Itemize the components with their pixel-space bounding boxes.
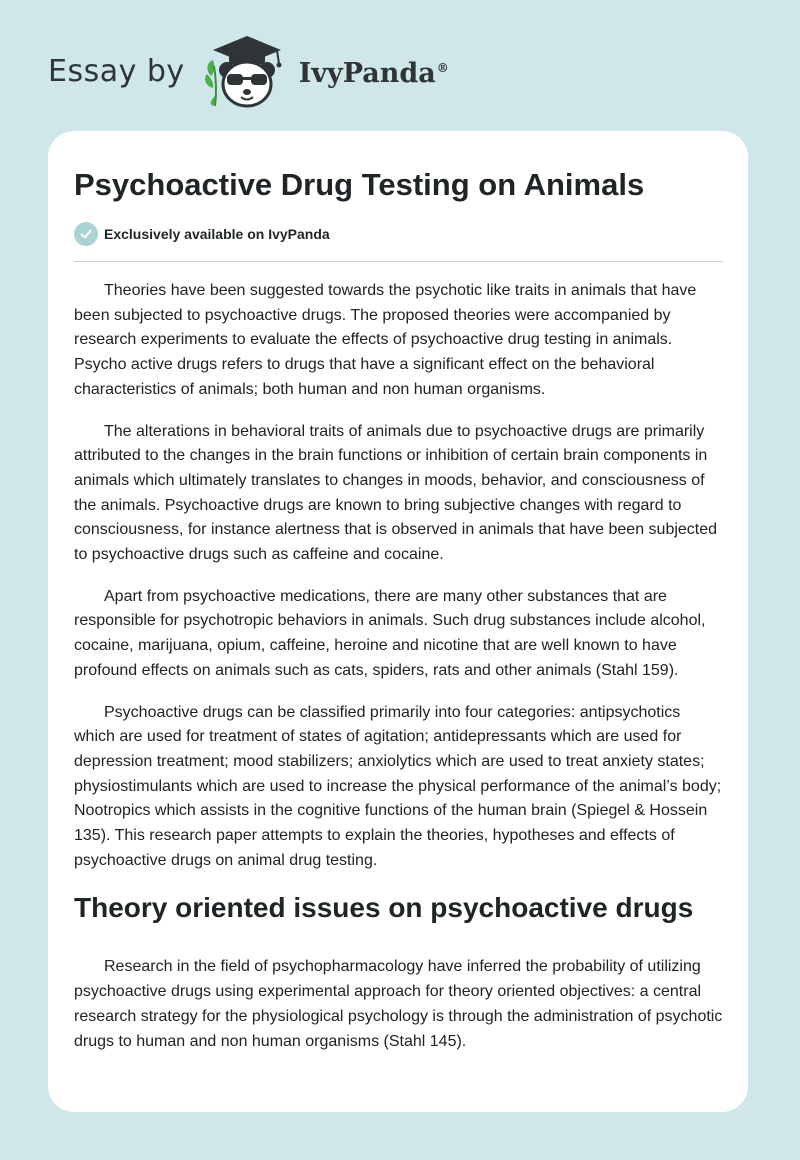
body-paragraph: Research in the field of psychopharmacology have inferred the probability of utilizing psychoactive drugs using experimental approach for theory oriented objectives: a central research strategy for the physiological psychology is through the administration of psychotic drugs to human and non human organisms (Stahl 145). bbox=[74, 958, 723, 1050]
body-paragraph: Apart from psychoactive medications, there are many other substances that are responsible for psychotropic behaviors in animals. Such drug substances include alcohol, cocaine, marijuana, opium, caffeine, heroine and nicotine that are well known to have profound effects on animals such as cats, spiders, rats and other animals (Stahl 159). bbox=[74, 587, 706, 679]
body-paragraph: Psychoactive drugs can be classified primarily into four categories: antipsychotics which are used for treatment of states of agitation; antidepressants which are used for depression treatment; mood stabilizers; anxiolytics which are used to treat anxiety states; physiostimulants which are used to increase the physical performance of the animal’s body; Nootropics which assists in the cognitive functions of the human brain (Spiegel & Hossein 135). This research paper attempts to explain the theories, hypotheses and effects of psychoactive drugs on animal drug testing. bbox=[74, 703, 722, 869]
exclusive-badge-text: Exclusively available on IvyPanda bbox=[104, 226, 330, 242]
title-divider bbox=[74, 261, 723, 262]
registered-mark: ® bbox=[436, 60, 449, 75]
ivypanda-logo-link[interactable] bbox=[201, 30, 449, 112]
exclusive-badge bbox=[74, 222, 330, 246]
brand-name: IvyPanda® bbox=[298, 57, 449, 89]
ivypanda-logo-icon bbox=[201, 30, 293, 112]
body-paragraph: The alterations in behavioral traits of animals due to psychoactive drugs are primarily attributed to the changes in the brain functions or inhibition of certain brain components in animals which ultimately translates to changes in moods, behavior, and consciousness of the animals. Psychoactive drugs are known to bring subjective changes with regard to consciousness, for instance alertness that is observed in animals that have been subjected to psychoactive drugs such as caffeine and cocaine. bbox=[74, 422, 718, 564]
essay-by-label: Essay by bbox=[48, 53, 185, 89]
body-paragraph: Theories have been suggested towards the psychotic like traits in animals that have been subjected to psychoactive drugs. The proposed theories were accompanied by research experiments to evaluate the effects of psychoactive drug testing in animals. Psycho active drugs refers to drugs that have a significant effect on the behavioral characteristics of animals; both human and non human organisms. bbox=[74, 282, 697, 398]
section-heading: Theory oriented issues on psychoactive drugs bbox=[74, 892, 694, 924]
article-title: Psychoactive Drug Testing on Animals bbox=[74, 167, 645, 202]
article-card bbox=[48, 131, 748, 1112]
check-circle-icon bbox=[74, 222, 98, 246]
article-body bbox=[74, 279, 724, 1071]
site-header bbox=[48, 30, 449, 112]
